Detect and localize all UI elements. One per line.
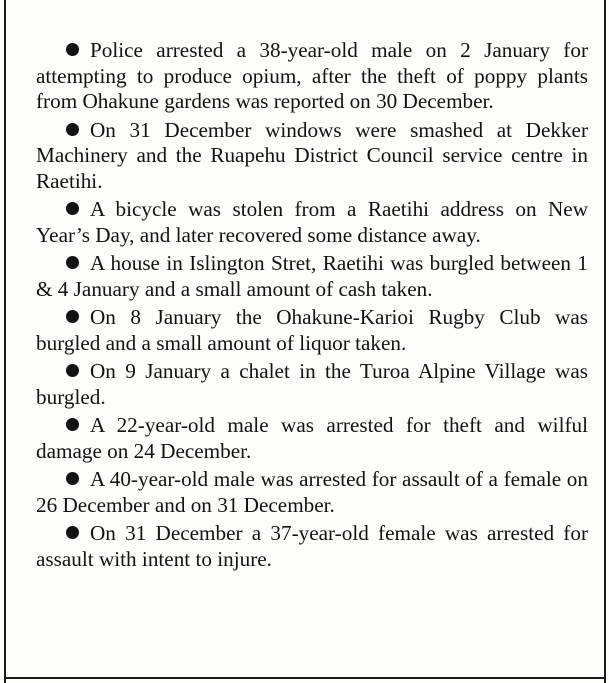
report-item bbox=[36, 467, 588, 518]
report-item-text: On 31 December a 37-year-old female was arrested for assault with intent to injure. bbox=[36, 521, 588, 571]
column-rule-bottom bbox=[4, 677, 606, 679]
report-item-text: A house in Islington Stret, Raetihi was burgled between 1 & 4 January and a small amount of cash taken. bbox=[36, 251, 588, 301]
report-item-text: A 22-year-old male was arrested for theft and wilful damage on 24 December. bbox=[36, 413, 588, 463]
report-item-text: Police arrested a 38-year-old male on 2 January for attempting to produce opium, after the theft of poppy plants from Ohakune gardens was reported on 30 December. bbox=[36, 38, 588, 113]
bullet-icon bbox=[66, 123, 79, 136]
report-item bbox=[36, 521, 588, 572]
report-item-text: On 9 January a chalet in the Turoa Alpine Village was burgled. bbox=[36, 359, 588, 409]
bullet-icon bbox=[66, 202, 79, 215]
report-item-text: On 31 December windows were smashed at Dekker Machinery and the Ruapehu District Council service centre in Raetihi. bbox=[36, 117, 588, 193]
report-item-text: A bicycle was stolen from a Raetihi address on New Year’s Day, and later recovered some distance away. bbox=[36, 197, 588, 247]
report-item bbox=[36, 359, 588, 410]
report-item bbox=[36, 118, 588, 195]
bullet-icon bbox=[66, 472, 79, 485]
bullet-icon bbox=[66, 364, 79, 377]
column-rule-right bbox=[604, 0, 606, 683]
report-item bbox=[36, 305, 588, 356]
report-item bbox=[36, 413, 588, 464]
report-item-text: A 40-year-old male was arrested for assault of a female on 26 December and on 31 December. bbox=[36, 467, 588, 517]
bullet-icon bbox=[66, 418, 79, 431]
bullet-icon bbox=[66, 526, 79, 539]
bullet-icon bbox=[66, 256, 79, 269]
report-item bbox=[36, 197, 588, 248]
bullet-icon bbox=[66, 43, 79, 56]
column-rule-left bbox=[4, 0, 6, 683]
report-item bbox=[36, 38, 588, 115]
bullet-icon bbox=[66, 310, 79, 323]
report-item-text: On 8 January the Ohakune-Karioi Rugby Club was burgled and a small amount of liquor taken. bbox=[36, 305, 588, 355]
report-item bbox=[36, 251, 588, 302]
police-report-column bbox=[36, 38, 588, 575]
